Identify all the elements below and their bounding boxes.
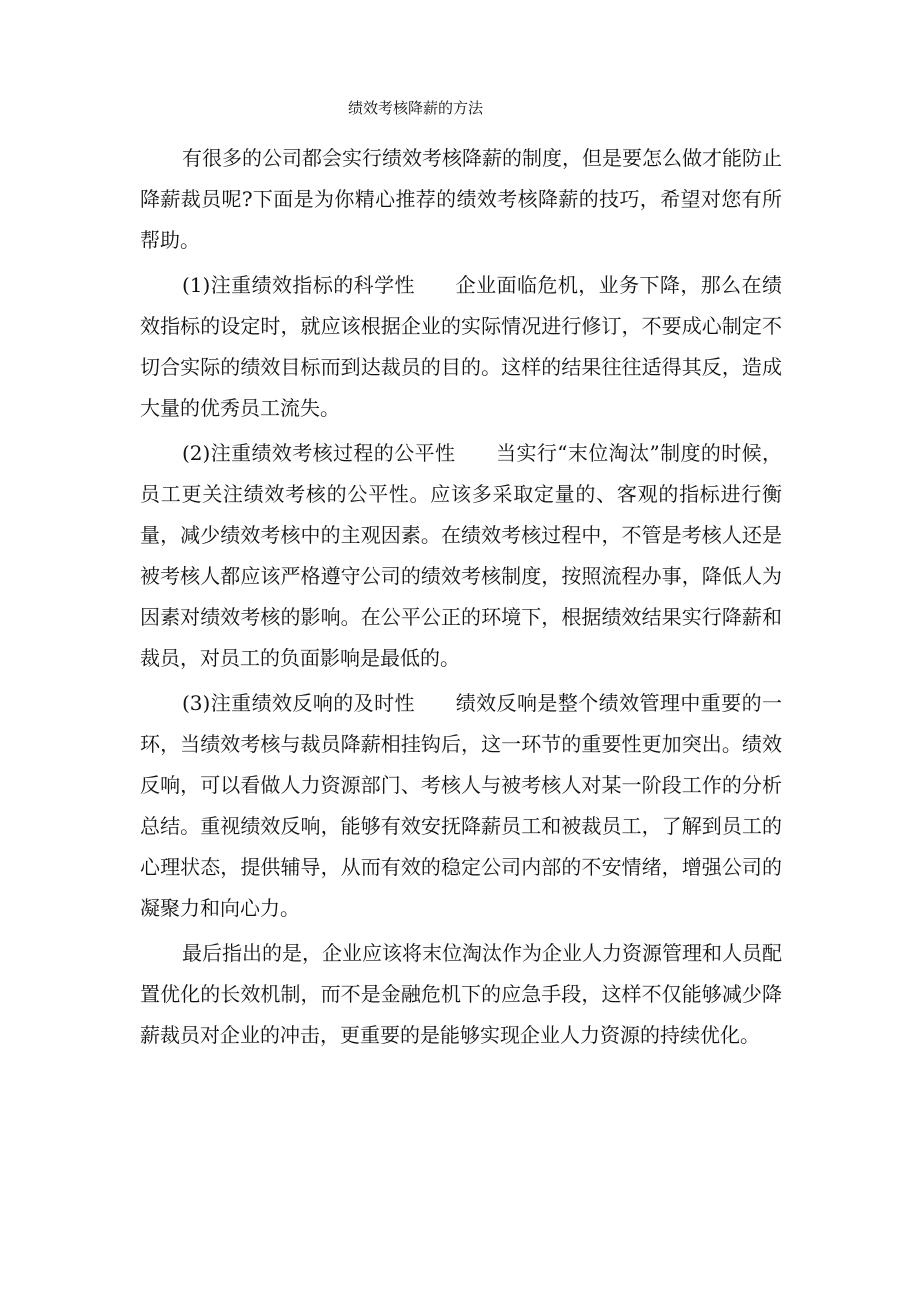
- document-body: [140, 138, 782, 1060]
- document-title: 绩效考核降薪的方法: [348, 99, 484, 117]
- paragraph-point-2: (2)注重绩效考核过程的公平性 当实行“末位淘汰”制度的时候，员工更关注绩效考核的公平性。应该多采取定量的、客观的指标进行衡量，减少绩效考核中的主观因素。在绩效考核过程中，不管是考核人还是被考核人都应该严格遵守公司的绩效考核制度，按照流程办事，降低人为因素对绩效考核的影响。在公平公正的环境下，根据绩效结果实行降薪和裁员，对员工的负面影响是最低的。: [140, 441, 782, 670]
- paragraph-point-1: (1)注重绩效指标的科学性 企业面临危机，业务下降，那么在绩效指标的设定时，就应该根据企业的实际情况进行修订，不要成心制定不切合实际的绩效目标而到达裁员的目的。这样的结果往往适得其反，造成大量的优秀员工流失。: [140, 273, 782, 420]
- paragraph-intro: 有很多的公司都会实行绩效考核降薪的制度，但是要怎么做才能防止降薪裁员呢?下面是为你精心推荐的绩效考核降薪的技巧，希望对您有所帮助。: [140, 146, 782, 252]
- paragraph-point-3: (3)注重绩效反响的及时性 绩效反响是整个绩效管理中重要的一环，当绩效考核与裁员降薪相挂钩后，这一环节的重要性更加突出。绩效反响，可以看做人力资源部门、考核人与被考核人对某一阶段工作的分析总结。重视绩效反响，能够有效安抚降薪员工和被裁员工，了解到员工的心理状态，提供辅导，从而有效的稳定公司内部的不安情绪，增强公司的凝聚力和向心力。: [140, 691, 782, 920]
- paragraph-conclusion: 最后指出的是，企业应该将末位淘汰作为企业人力资源管理和人员配置优化的长效机制，而不是金融危机下的应急手段，这样不仅能够减少降薪裁员对企业的冲击，更重要的是能够实现企业人力资源的持续优化。: [140, 941, 782, 1047]
